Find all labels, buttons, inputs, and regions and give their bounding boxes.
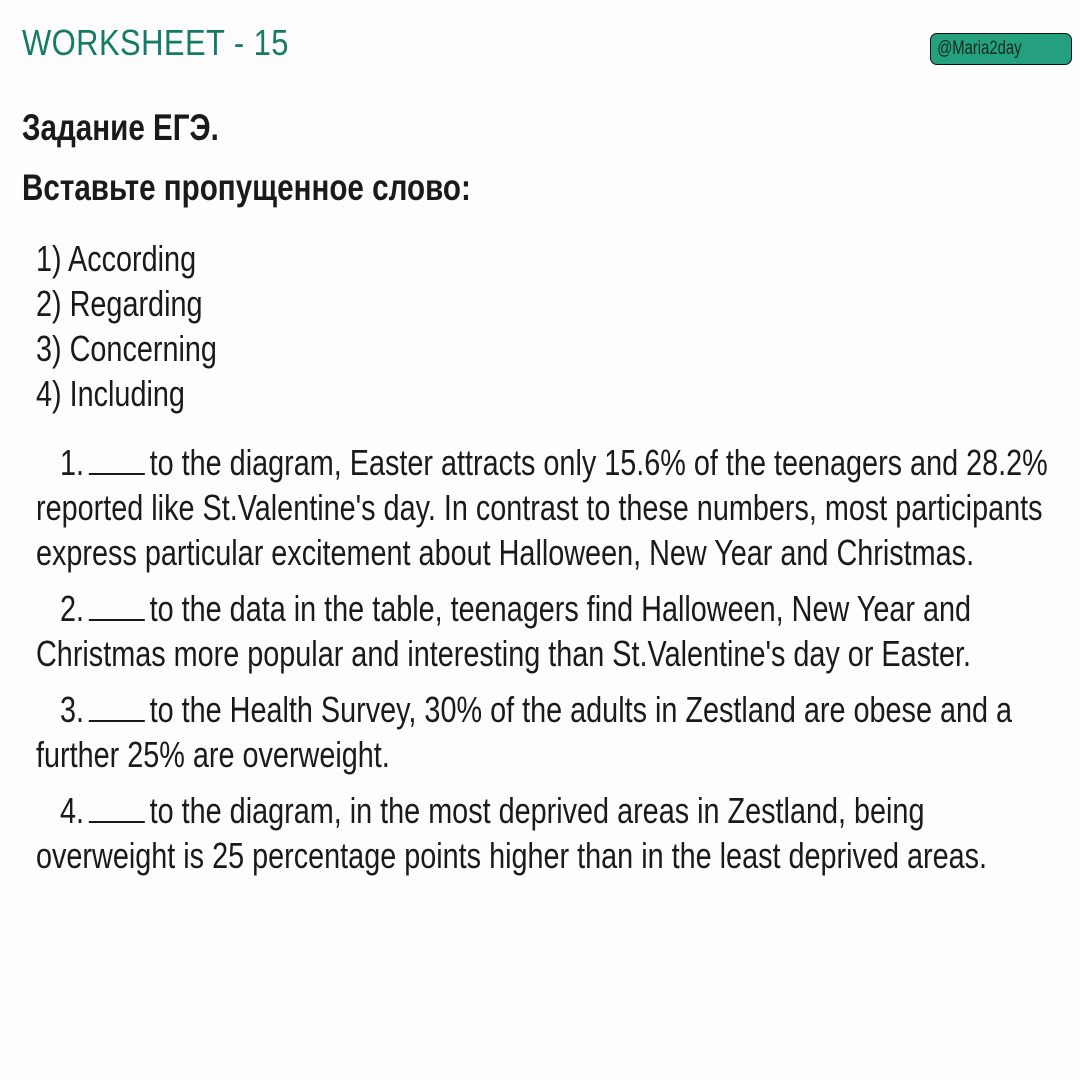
sentence-text: to the data in the table, teenagers find Halloween, New Year and Christmas more popular and interesting than St.Valentine's day or Easter. <box>36 588 972 674</box>
author-handle-badge[interactable] <box>930 33 1072 65</box>
sentence-text: to the Health Survey, 30% of the adults in Zestland are obese and a further 25% are overweight. <box>36 689 1013 775</box>
exercise-sentences <box>36 440 1048 889</box>
task-heading: Задание ЕГЭ. <box>22 107 219 148</box>
option-item: 2) Regarding <box>36 283 203 324</box>
sentence-text: to the diagram, in the most deprived areas in Zestland, being overweight is 25 percentage points higher than in the least deprived areas. <box>36 790 988 876</box>
sentence-item <box>36 586 1048 676</box>
sentence-item <box>36 687 1048 777</box>
option-item: 1) According <box>36 238 197 279</box>
answer-options <box>36 236 217 416</box>
answer-blank[interactable] <box>89 791 145 823</box>
option-item: 4) Including <box>36 373 185 414</box>
sentence-text: to the diagram, Easter attracts only 15.6% of the teenagers and 28.2% reported like St.Valentine's day. In contrast to these numbers, most participants express particular excitement about Halloween, New Year and Christmas. <box>36 442 1048 573</box>
sentence-item <box>36 440 1048 575</box>
sentence-number: 4. <box>60 790 85 831</box>
sentence-number: 3. <box>60 689 85 730</box>
answer-blank[interactable] <box>89 589 145 621</box>
answer-blank[interactable] <box>89 443 145 475</box>
author-handle: @Maria2day <box>937 38 1022 59</box>
answer-blank[interactable] <box>89 690 145 722</box>
sentence-number: 2. <box>60 588 85 629</box>
task-instruction: Вставьте пропущенное слово: <box>22 167 471 208</box>
worksheet-title: WORKSHEET - 15 <box>22 22 289 63</box>
sentence-item <box>36 788 1048 878</box>
option-item: 3) Concerning <box>36 328 217 369</box>
sentence-number: 1. <box>60 442 85 483</box>
